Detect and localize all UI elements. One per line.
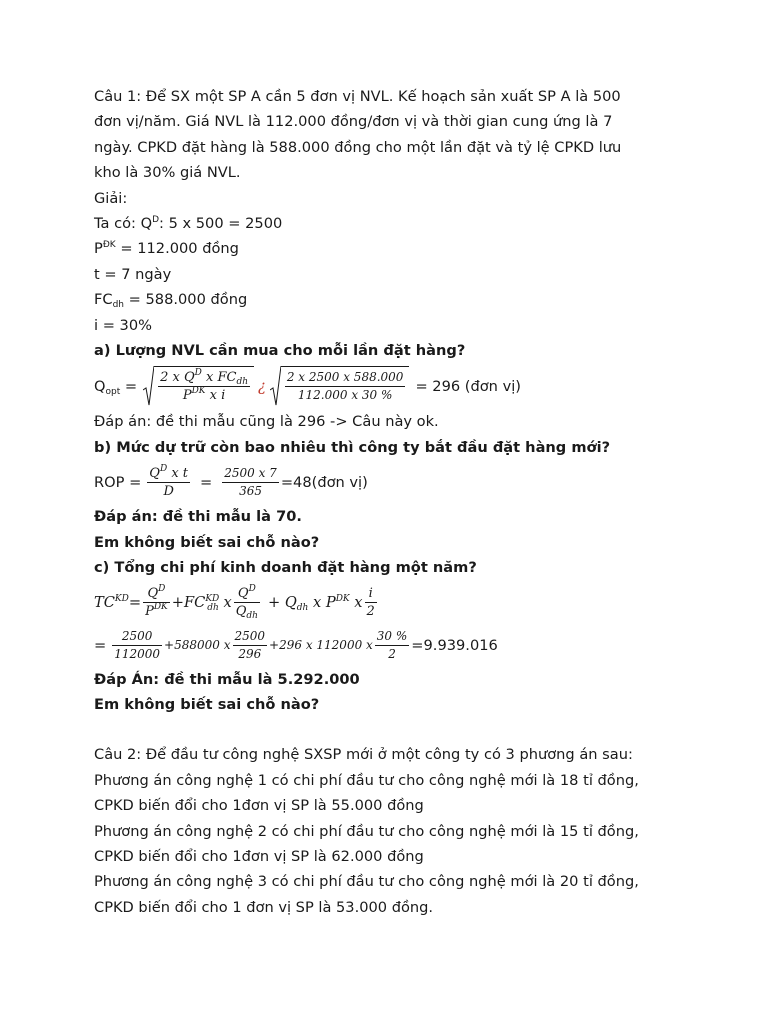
document-body xyxy=(94,84,674,920)
rop-fraction-numeric: $\frac{2500 x 7}{365}$ xyxy=(224,465,277,498)
qopt-result: = 296 (đơn vị) xyxy=(415,377,521,395)
qopt-label: $Q_{opt}$ = xyxy=(94,377,138,397)
part-b-answer: Đáp án: đề thi mẫu là 70. xyxy=(94,508,302,526)
tc-q-term: + $Q_{dh}$ x $P^{DK}$ x xyxy=(267,593,363,613)
rop-label: ROP = xyxy=(94,473,142,491)
rop-result: =48(đơn vị) xyxy=(280,473,368,491)
tc-result: =9.939.016 xyxy=(411,636,498,654)
part-c-note: Em không biết sai chỗ nào? xyxy=(94,695,320,713)
q1-line-4: kho là 30% giá NVL. xyxy=(94,164,241,182)
part-a-question: a) Lượng NVL cần mua cho mỗi lần đặt hàng? xyxy=(94,342,466,360)
tc-formula-symbolic xyxy=(94,581,674,625)
tc-fc: $+FC^{KD}_{dh}$ x xyxy=(171,593,232,613)
given-pdk: $P^{ĐK} = 112.000$ đồng xyxy=(94,240,239,258)
q2-line-1: Câu 2: Để đầu tư công nghệ SXSP mới ở một công ty có 3 phương án sau: xyxy=(94,746,633,764)
tc-num-term-3: $\frac{30 \%}{2}$ xyxy=(376,629,408,661)
tc-term-2: $\frac{Q^D}{Q_{dh}}$ xyxy=(235,584,258,621)
tc-num-plus-1: +588000 x xyxy=(164,637,231,652)
q1-line-2: đơn vị/năm. Giá NVL là 112.000 đồng/đơn vị và thời gian cung ứng là 7 xyxy=(94,113,613,131)
q2-line-6: Phương án công nghệ 3 có chi phí đầu tư cho công nghệ mới là 20 tỉ đồng, xyxy=(94,873,639,891)
sqrt-numeric xyxy=(270,366,410,406)
tc-num-term-1: $\frac{2500}{112000}$ xyxy=(114,629,161,661)
qopt-fraction-numeric: $\frac{2 x 2500 x 588.000}{112.000 x 30 \%}$ xyxy=(286,370,404,403)
given-qd: Ta có: $Q^D$: 5 x 500 = 2500 xyxy=(94,215,283,233)
qopt-fraction-symbolic: $\frac{2 x Q^D x FC_{dh}}{P^{DK} x i}$ xyxy=(160,368,249,404)
part-a-answer: Đáp án: đề thi mẫu cũng là 296 -> Câu này ok. xyxy=(94,413,439,431)
q2-line-5: CPKD biến đổi cho 1đơn vị SP là 62.000 đồng xyxy=(94,847,424,865)
q2-line-7: CPKD biến đổi cho 1 đơn vị SP là 53.000 đồng. xyxy=(94,898,434,916)
part-c-answer: Đáp Án: đề thi mẫu là 5.292.000 xyxy=(94,670,360,688)
given-fc: $FC_{dh} = 588.000$ đồng xyxy=(94,291,248,311)
rop-formula xyxy=(94,460,674,504)
tc-formula-numeric xyxy=(94,625,674,667)
inverted-question-mark: ¿ xyxy=(258,377,266,395)
tc-term-1: $\frac{Q^D}{P^{DK}}$ xyxy=(145,584,168,619)
part-b-note: Em không biết sai chỗ nào? xyxy=(94,533,320,551)
tc-num-term-2: $\frac{2500}{296}$ xyxy=(234,629,266,661)
given-i: i = 30% xyxy=(94,316,152,334)
qopt-formula xyxy=(94,363,674,409)
rop-fraction-symbolic: $\frac{Q^D x t}{D}$ xyxy=(149,463,189,499)
rop-equals: = xyxy=(200,473,213,491)
q2-line-2: Phương án công nghệ 1 có chi phí đầu tư cho công nghệ mới là 18 tỉ đồng, xyxy=(94,771,639,789)
part-b-question: b) Mức dự trữ còn bao nhiêu thì công ty bắt đầu đặt hàng mới? xyxy=(94,438,611,456)
part-c-question: c) Tổng chi phí kinh doanh đặt hàng một năm? xyxy=(94,559,477,577)
q2-line-3: CPKD biến đổi cho 1đơn vị SP là 55.000 đồng xyxy=(94,797,424,815)
tc-label: $TC^{KD}=$ xyxy=(94,593,142,611)
sqrt-symbolic xyxy=(143,366,254,406)
tc-num-plus-2: +296 x 112000 x xyxy=(269,637,373,652)
tc-line2-equals: = xyxy=(94,636,107,654)
q2-line-4: Phương án công nghệ 2 có chi phí đầu tư cho công nghệ mới là 15 tỉ đồng, xyxy=(94,822,639,840)
q1-line-3: ngày. CPKD đặt hàng là 588.000 đồng cho một lần đặt và tỷ lệ CPKD lưu xyxy=(94,138,622,156)
tc-term-3: $\frac{i}{2}$ xyxy=(366,586,375,619)
q1-line-1: Câu 1: Để SX một SP A cần 5 đơn vị NVL. Kế hoạch sản xuất SP A là 500 xyxy=(94,88,621,105)
solution-label: Giải: xyxy=(94,189,128,207)
given-t: t = 7 ngày xyxy=(94,265,172,283)
blank-line xyxy=(94,717,674,742)
